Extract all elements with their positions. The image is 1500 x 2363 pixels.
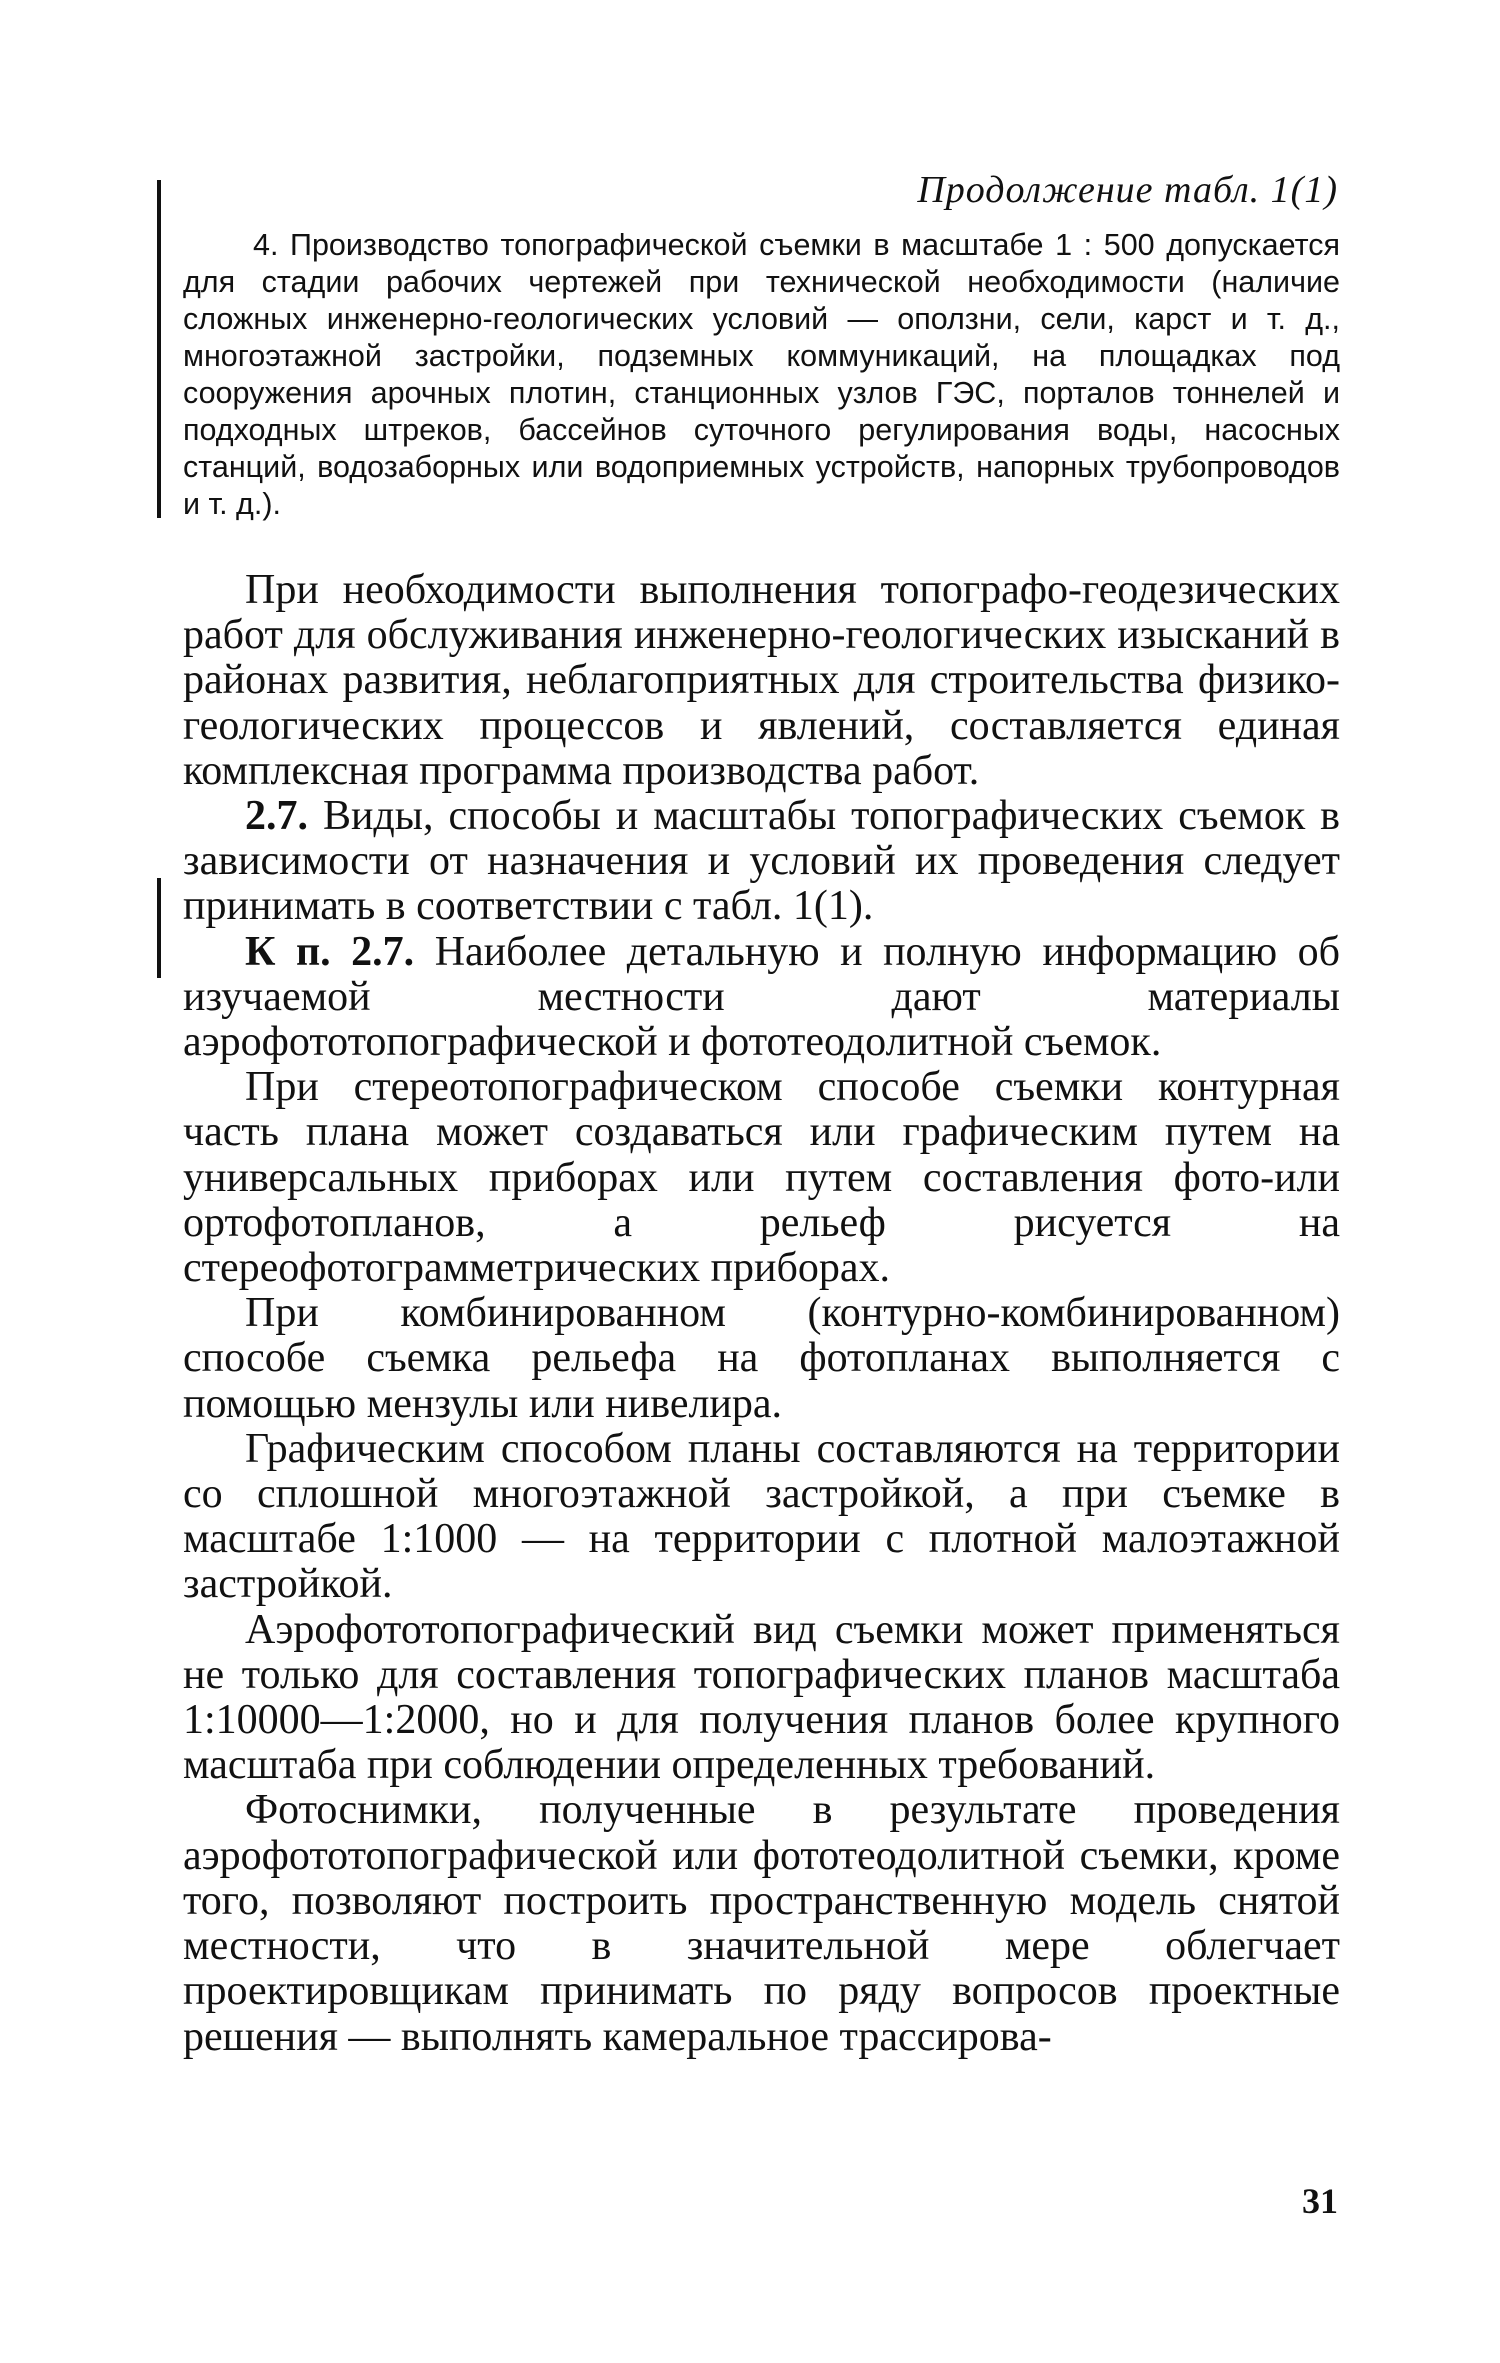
page-number: 31 bbox=[1302, 2181, 1338, 2221]
paragraph: Графическим способом планы составляются на территории со сплошной многоэтажной застройкой, а при съемке в масштабе 1:1000 — на территории с плотной малоэтажной застройкой. bbox=[183, 1425, 1340, 1608]
main-text bbox=[183, 568, 1340, 2060]
margin-change-bar bbox=[157, 180, 161, 518]
paragraph: При комбинированном (контурно-комбинированном) способе съемка рельефа на фотопланах выполняется с помощью мензулы или нивелира. bbox=[183, 1290, 1340, 1427]
commentary-text: Наиболее детальную и полную информацию об изучаемой местности дают материалы аэрофототопографической и фототеодолитной съемок. bbox=[183, 928, 1340, 1066]
paragraph: При необходимости выполнения топографо-геодезических работ для обслуживания инженерно-геологических изысканий в районах развития, неблагоприятных для строительства физико-геологических процессов и явлений, составляется единая комплексная программа производства работ. bbox=[183, 567, 1340, 794]
margin-change-bar bbox=[157, 878, 161, 978]
paragraph: Аэрофототопографический вид съемки может применяться не только для составления топографических планов масштаба 1:10000—1:2000, но и для получения планов более крупного масштаба при соблюдении определенных требований. bbox=[183, 1606, 1340, 1789]
paragraph: Фотоснимки, полученные в результате проведения аэрофототопографической или фототеодолитной съемки, кроме того, позволяют построить пространственную модель снятой местности, что в значительной мере облегчает проектировщикам принимать по ряду вопросов проектные решения — выполнять камеральное трассирова- bbox=[183, 1787, 1340, 2060]
clause-text: Виды, способы и масштабы топографических съемок в зависимости от назначения и условий их проведения следует принимать в соответствии с табл. 1(1). bbox=[183, 793, 1340, 930]
paragraph: При стереотопографическом способе съемки контурная часть плана может создаваться или графическим путем на универсальных приборах или путем составления фото-или ортофотопланов, а рельеф рисуется на стереофотограмметрических приборах. bbox=[183, 1064, 1340, 1292]
table-note-4: 4. Производство топографической съемки в масштабе 1 : 500 допускается для стадии рабочих чертежей при технической необходимости (наличие сложных инженерно-геологических условий — оползни, сели, карст и т. д., многоэтажной застройки, подземных коммуникаций, на площадках под сооружения арочных плотин, станционных узлов ГЭС, порталов тоннелей и подходных штреков, бассейнов суточного регулирования воды, насосных станций, водозаборных или водоприемных устройств, напорных трубопроводов и т. д.). bbox=[183, 228, 1340, 521]
commentary-label: К п. 2.7. bbox=[245, 928, 415, 975]
paragraph-commentary-2-7 bbox=[183, 930, 1340, 1066]
table-continuation-caption: Продолжение табл. 1(1) bbox=[917, 169, 1338, 211]
clause-number: 2.7. bbox=[245, 793, 308, 840]
paragraph-clause-2-7 bbox=[183, 794, 1340, 930]
